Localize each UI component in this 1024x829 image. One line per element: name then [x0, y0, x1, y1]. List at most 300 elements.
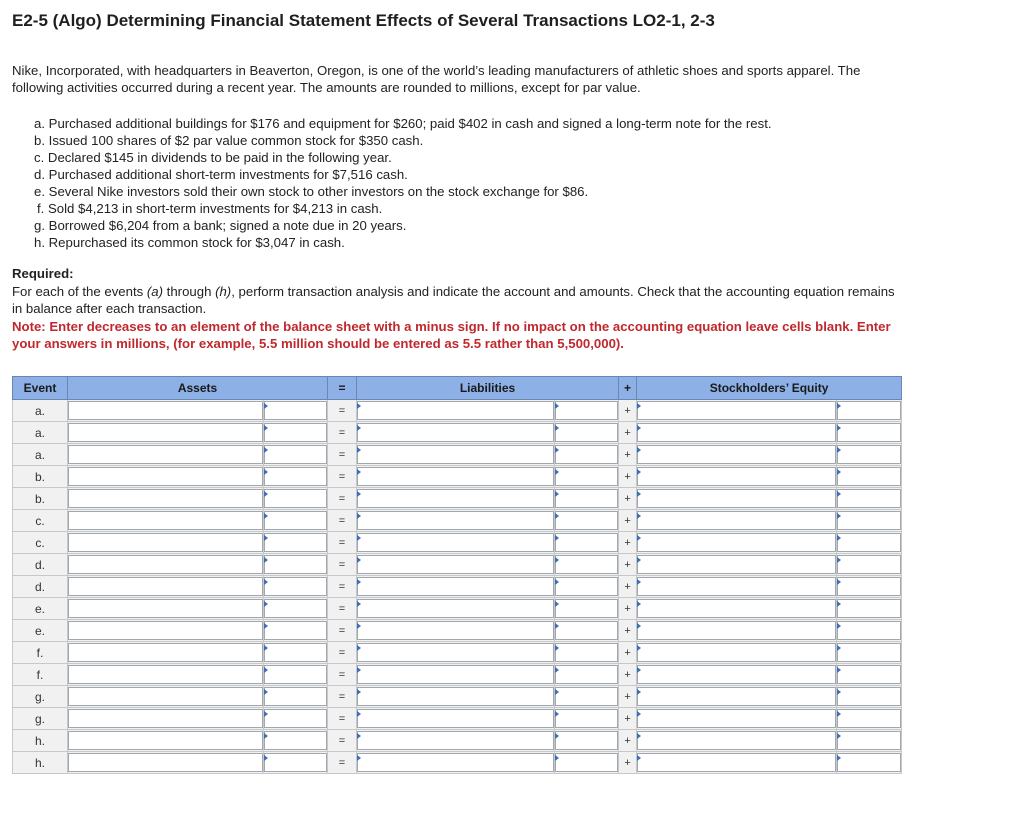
assets-account-input[interactable] — [68, 489, 263, 508]
dropdown-marker-icon — [264, 557, 268, 563]
plus-sign: + — [619, 752, 637, 774]
assets-amount-input[interactable] — [264, 687, 327, 706]
event-label: d. — [13, 576, 68, 598]
equals-sign: = — [328, 510, 357, 532]
event-label: a. — [13, 422, 68, 444]
dropdown-marker-icon — [264, 667, 268, 673]
dropdown-marker-icon — [264, 579, 268, 585]
liabilities-account-cell — [357, 642, 555, 664]
assets-amount-input[interactable] — [264, 533, 327, 552]
dropdown-marker-icon — [357, 689, 361, 695]
assets-amount-cell — [264, 576, 328, 598]
equity-account-cell — [637, 664, 837, 686]
assets-account-cell — [68, 532, 264, 554]
equity-account-input[interactable] — [637, 643, 836, 662]
equity-account-input[interactable] — [637, 423, 836, 442]
liabilities-amount-cell — [555, 554, 619, 576]
plus-sign: + — [619, 620, 637, 642]
equity-account-cell — [637, 598, 837, 620]
equity-account-input[interactable] — [637, 687, 836, 706]
assets-account-input[interactable] — [68, 467, 263, 486]
liabilities-amount-cell — [555, 400, 619, 422]
liabilities-amount-input[interactable] — [555, 489, 618, 508]
intro-paragraph: Nike, Incorporated, with headquarters in Beaverton, Oregon, is one of the world’s leading manufacturers of athletic shoes and sports apparel. The following activities occurred during a recent year. The amounts are rounded to millions, except for par value. — [12, 63, 861, 95]
liabilities-amount-input[interactable] — [555, 687, 618, 706]
liabilities-account-input[interactable] — [357, 445, 554, 464]
liabilities-amount-input[interactable] — [555, 599, 618, 618]
liabilities-account-input[interactable] — [357, 599, 554, 618]
table-row — [13, 488, 902, 510]
equity-amount-cell — [837, 488, 902, 510]
equity-account-cell — [637, 730, 837, 752]
dropdown-marker-icon — [837, 601, 841, 607]
table-body — [13, 400, 902, 774]
dropdown-marker-icon — [264, 645, 268, 651]
equals-sign: = — [328, 708, 357, 730]
liabilities-amount-input[interactable] — [555, 401, 618, 420]
dropdown-marker-icon — [357, 623, 361, 629]
equals-sign: = — [328, 620, 357, 642]
equity-account-cell — [637, 444, 837, 466]
equity-account-input[interactable] — [637, 555, 836, 574]
assets-account-input[interactable] — [68, 709, 263, 728]
event-item-f: f. Sold $4,213 in short-term investments for $4,213 in cash. — [37, 201, 383, 216]
equity-amount-input[interactable] — [837, 467, 901, 486]
assets-account-input[interactable] — [68, 423, 263, 442]
liabilities-amount-input[interactable] — [555, 467, 618, 486]
assets-amount-input[interactable] — [264, 423, 327, 442]
equity-account-input[interactable] — [637, 489, 836, 508]
assets-amount-input[interactable] — [264, 643, 327, 662]
required-text-pre: For each of the events — [12, 284, 147, 299]
liabilities-amount-cell — [555, 532, 619, 554]
equity-account-input[interactable] — [637, 753, 836, 772]
liabilities-account-input[interactable] — [357, 621, 554, 640]
table-row — [13, 554, 902, 576]
liabilities-account-input[interactable] — [357, 423, 554, 442]
assets-amount-input[interactable] — [264, 401, 327, 420]
equity-account-cell — [637, 620, 837, 642]
assets-amount-input[interactable] — [264, 731, 327, 750]
table-row — [13, 642, 902, 664]
liabilities-account-cell — [357, 444, 555, 466]
equity-amount-input[interactable] — [837, 489, 901, 508]
assets-amount-input[interactable] — [264, 577, 327, 596]
equity-amount-input[interactable] — [837, 555, 901, 574]
equals-sign: = — [328, 532, 357, 554]
equity-amount-input[interactable] — [837, 423, 901, 442]
event-label: a. — [13, 400, 68, 422]
assets-account-cell — [68, 510, 264, 532]
liabilities-amount-input[interactable] — [555, 731, 618, 750]
liabilities-account-cell — [357, 686, 555, 708]
plus-sign: + — [619, 554, 637, 576]
dropdown-marker-icon — [555, 447, 559, 453]
equity-account-input[interactable] — [637, 467, 836, 486]
dropdown-marker-icon — [637, 557, 641, 563]
dropdown-marker-icon — [637, 667, 641, 673]
liabilities-amount-cell — [555, 620, 619, 642]
event-label: e. — [13, 620, 68, 642]
equity-amount-cell — [837, 708, 902, 730]
assets-account-cell — [68, 400, 264, 422]
header-liabilities: Liabilities — [357, 377, 619, 400]
assets-account-input[interactable] — [68, 753, 263, 772]
liabilities-amount-input[interactable] — [555, 753, 618, 772]
event-label: f. — [13, 664, 68, 686]
dropdown-marker-icon — [837, 733, 841, 739]
dropdown-marker-icon — [637, 711, 641, 717]
equals-sign: = — [328, 664, 357, 686]
dropdown-marker-icon — [264, 513, 268, 519]
dropdown-marker-icon — [837, 447, 841, 453]
liabilities-account-input[interactable] — [357, 555, 554, 574]
dropdown-marker-icon — [555, 601, 559, 607]
event-label: b. — [13, 466, 68, 488]
dropdown-marker-icon — [637, 755, 641, 761]
assets-account-cell — [68, 444, 264, 466]
event-label: g. — [13, 708, 68, 730]
liabilities-amount-input[interactable] — [555, 423, 618, 442]
liabilities-account-cell — [357, 466, 555, 488]
dropdown-marker-icon — [837, 557, 841, 563]
plus-sign: + — [619, 730, 637, 752]
assets-account-cell — [68, 554, 264, 576]
event-label: g. — [13, 686, 68, 708]
liabilities-amount-cell — [555, 510, 619, 532]
liabilities-account-cell — [357, 598, 555, 620]
dropdown-marker-icon — [555, 425, 559, 431]
event-item-a: a. Purchased additional buildings for $176 and equipment for $260; paid $402 in cash and signed a long-term note for the rest. — [34, 116, 772, 131]
assets-amount-input[interactable] — [264, 511, 327, 530]
assets-amount-input[interactable] — [264, 445, 327, 464]
equity-account-input[interactable] — [637, 577, 836, 596]
assets-amount-input[interactable] — [264, 489, 327, 508]
assets-amount-cell — [264, 510, 328, 532]
assets-amount-cell — [264, 466, 328, 488]
liabilities-amount-cell — [555, 422, 619, 444]
liabilities-amount-input[interactable] — [555, 709, 618, 728]
dropdown-marker-icon — [837, 755, 841, 761]
equity-amount-input[interactable] — [837, 401, 901, 420]
plus-sign: + — [619, 664, 637, 686]
plus-sign: + — [619, 444, 637, 466]
equity-account-cell — [637, 752, 837, 774]
equity-amount-input[interactable] — [837, 621, 901, 640]
liabilities-amount-cell — [555, 642, 619, 664]
equity-amount-cell — [837, 400, 902, 422]
assets-account-input[interactable] — [68, 533, 263, 552]
event-label: d. — [13, 554, 68, 576]
dropdown-marker-icon — [357, 711, 361, 717]
required-a: (a) — [146, 284, 164, 299]
plus-sign: + — [619, 466, 637, 488]
liabilities-amount-input[interactable] — [555, 577, 618, 596]
assets-amount-cell — [264, 730, 328, 752]
dropdown-marker-icon — [264, 601, 268, 607]
dropdown-marker-icon — [555, 689, 559, 695]
dropdown-marker-icon — [555, 623, 559, 629]
assets-amount-input[interactable] — [264, 599, 327, 618]
header-equals: = — [328, 377, 357, 400]
liabilities-account-input[interactable] — [357, 489, 554, 508]
liabilities-account-cell — [357, 532, 555, 554]
dropdown-marker-icon — [357, 645, 361, 651]
event-label: h. — [13, 752, 68, 774]
equals-sign: = — [328, 488, 357, 510]
dropdown-marker-icon — [637, 403, 641, 409]
equity-amount-input[interactable] — [837, 665, 901, 684]
assets-account-input[interactable] — [68, 687, 263, 706]
assets-account-input[interactable] — [68, 731, 263, 750]
equals-sign: = — [328, 598, 357, 620]
equals-sign: = — [328, 730, 357, 752]
equity-account-input[interactable] — [637, 401, 836, 420]
assets-account-cell — [68, 642, 264, 664]
equity-amount-input[interactable] — [837, 533, 901, 552]
liabilities-account-input[interactable] — [357, 467, 554, 486]
dropdown-marker-icon — [357, 579, 361, 585]
equity-account-input[interactable] — [637, 445, 836, 464]
assets-account-cell — [68, 664, 264, 686]
liabilities-account-input[interactable] — [357, 753, 554, 772]
equals-sign: = — [328, 686, 357, 708]
equity-amount-cell — [837, 576, 902, 598]
liabilities-amount-cell — [555, 488, 619, 510]
table-header-row — [13, 377, 902, 400]
dropdown-marker-icon — [837, 491, 841, 497]
assets-amount-input[interactable] — [264, 665, 327, 684]
dropdown-marker-icon — [555, 667, 559, 673]
equity-account-cell — [637, 642, 837, 664]
table-row — [13, 444, 902, 466]
plus-sign: + — [619, 708, 637, 730]
assets-account-cell — [68, 422, 264, 444]
plus-sign: + — [619, 400, 637, 422]
dropdown-marker-icon — [264, 425, 268, 431]
dropdown-marker-icon — [357, 425, 361, 431]
dropdown-marker-icon — [837, 469, 841, 475]
dropdown-marker-icon — [637, 579, 641, 585]
dropdown-marker-icon — [637, 645, 641, 651]
dropdown-marker-icon — [264, 469, 268, 475]
equals-sign: = — [328, 752, 357, 774]
equity-account-input[interactable] — [637, 533, 836, 552]
equity-account-cell — [637, 400, 837, 422]
liabilities-amount-input[interactable] — [555, 445, 618, 464]
liabilities-account-input[interactable] — [357, 731, 554, 750]
dropdown-marker-icon — [555, 579, 559, 585]
dropdown-marker-icon — [357, 513, 361, 519]
dropdown-marker-icon — [357, 733, 361, 739]
assets-amount-input[interactable] — [264, 467, 327, 486]
assets-amount-cell — [264, 642, 328, 664]
equity-amount-input[interactable] — [837, 709, 901, 728]
required-mid: through — [163, 284, 216, 299]
assets-account-input[interactable] — [68, 577, 263, 596]
header-plus: + — [619, 377, 637, 400]
liabilities-account-input[interactable] — [357, 709, 554, 728]
dropdown-marker-icon — [637, 689, 641, 695]
dropdown-marker-icon — [264, 711, 268, 717]
assets-amount-cell — [264, 686, 328, 708]
equity-account-input[interactable] — [637, 731, 836, 750]
equals-sign: = — [328, 466, 357, 488]
equity-amount-input[interactable] — [837, 643, 901, 662]
equity-account-input[interactable] — [637, 621, 836, 640]
assets-amount-cell — [264, 664, 328, 686]
assets-account-cell — [68, 686, 264, 708]
event-item-d: d. Purchased additional short-term investments for $7,516 cash. — [34, 167, 408, 182]
dropdown-marker-icon — [264, 755, 268, 761]
dropdown-marker-icon — [637, 469, 641, 475]
equity-amount-input[interactable] — [837, 753, 901, 772]
dropdown-marker-icon — [264, 535, 268, 541]
dropdown-marker-icon — [637, 425, 641, 431]
dropdown-marker-icon — [357, 601, 361, 607]
liabilities-amount-input[interactable] — [555, 621, 618, 640]
equity-amount-cell — [837, 532, 902, 554]
assets-amount-cell — [264, 598, 328, 620]
dropdown-marker-icon — [555, 469, 559, 475]
assets-account-input[interactable] — [68, 445, 263, 464]
equity-amount-cell — [837, 510, 902, 532]
assets-amount-cell — [264, 422, 328, 444]
liabilities-account-cell — [357, 422, 555, 444]
assets-account-cell — [68, 730, 264, 752]
equity-amount-cell — [837, 752, 902, 774]
plus-sign: + — [619, 488, 637, 510]
dropdown-marker-icon — [555, 733, 559, 739]
liabilities-account-input[interactable] — [357, 665, 554, 684]
liabilities-account-input[interactable] — [357, 643, 554, 662]
liabilities-account-cell — [357, 664, 555, 686]
dropdown-marker-icon — [637, 535, 641, 541]
equity-account-cell — [637, 686, 837, 708]
equity-account-input[interactable] — [637, 709, 836, 728]
dropdown-marker-icon — [357, 491, 361, 497]
equity-amount-input[interactable] — [837, 599, 901, 618]
table-row — [13, 466, 902, 488]
table-row — [13, 708, 902, 730]
table-row — [13, 686, 902, 708]
equity-amount-cell — [837, 620, 902, 642]
liabilities-account-input[interactable] — [357, 577, 554, 596]
dropdown-marker-icon — [637, 733, 641, 739]
plus-sign: + — [619, 422, 637, 444]
assets-amount-cell — [264, 752, 328, 774]
assets-account-input[interactable] — [68, 401, 263, 420]
liabilities-amount-input[interactable] — [555, 511, 618, 530]
liabilities-amount-cell — [555, 708, 619, 730]
assets-account-input[interactable] — [68, 665, 263, 684]
dropdown-marker-icon — [264, 623, 268, 629]
assets-amount-input[interactable] — [264, 555, 327, 574]
dropdown-marker-icon — [555, 491, 559, 497]
equity-amount-input[interactable] — [837, 577, 901, 596]
transaction-analysis-table — [12, 376, 902, 774]
assets-account-input[interactable] — [68, 643, 263, 662]
liabilities-amount-input[interactable] — [555, 555, 618, 574]
plus-sign: + — [619, 598, 637, 620]
liabilities-account-input[interactable] — [357, 401, 554, 420]
table-row — [13, 752, 902, 774]
table-row — [13, 598, 902, 620]
dropdown-marker-icon — [837, 513, 841, 519]
assets-account-input[interactable] — [68, 511, 263, 530]
liabilities-amount-input[interactable] — [555, 665, 618, 684]
assets-amount-cell — [264, 708, 328, 730]
equity-account-input[interactable] — [637, 599, 836, 618]
assets-amount-cell — [264, 400, 328, 422]
equity-account-cell — [637, 510, 837, 532]
liabilities-amount-input[interactable] — [555, 643, 618, 662]
required-h: (h) — [215, 284, 232, 299]
dropdown-marker-icon — [837, 645, 841, 651]
table-row — [13, 422, 902, 444]
assets-amount-input[interactable] — [264, 753, 327, 772]
assets-amount-cell — [264, 554, 328, 576]
equity-amount-cell — [837, 422, 902, 444]
assets-amount-input[interactable] — [264, 709, 327, 728]
required-label: Required: — [12, 266, 74, 281]
equity-amount-input[interactable] — [837, 445, 901, 464]
dropdown-marker-icon — [637, 491, 641, 497]
equity-amount-input[interactable] — [837, 731, 901, 750]
assets-account-cell — [68, 752, 264, 774]
event-item-c: c. Declared $145 in dividends to be paid in the following year. — [34, 150, 392, 165]
liabilities-amount-cell — [555, 576, 619, 598]
assets-account-input[interactable] — [68, 621, 263, 640]
assets-account-input[interactable] — [68, 555, 263, 574]
liabilities-account-input[interactable] — [357, 511, 554, 530]
table-row — [13, 400, 902, 422]
table-row — [13, 576, 902, 598]
plus-sign: + — [619, 532, 637, 554]
assets-account-cell — [68, 466, 264, 488]
equity-account-input[interactable] — [637, 665, 836, 684]
assets-account-input[interactable] — [68, 599, 263, 618]
table-row — [13, 620, 902, 642]
assets-account-cell — [68, 576, 264, 598]
dropdown-marker-icon — [555, 535, 559, 541]
dropdown-marker-icon — [637, 601, 641, 607]
equity-account-input[interactable] — [637, 511, 836, 530]
dropdown-marker-icon — [264, 491, 268, 497]
table-row — [13, 664, 902, 686]
dropdown-marker-icon — [357, 755, 361, 761]
equity-amount-input[interactable] — [837, 687, 901, 706]
assets-account-cell — [68, 620, 264, 642]
dropdown-marker-icon — [837, 623, 841, 629]
dropdown-marker-icon — [837, 711, 841, 717]
dropdown-marker-icon — [357, 447, 361, 453]
event-label: a. — [13, 444, 68, 466]
liabilities-amount-input[interactable] — [555, 533, 618, 552]
liabilities-account-input[interactable] — [357, 687, 554, 706]
dropdown-marker-icon — [357, 403, 361, 409]
assets-amount-input[interactable] — [264, 621, 327, 640]
equity-amount-input[interactable] — [837, 511, 901, 530]
dropdown-marker-icon — [837, 425, 841, 431]
dropdown-marker-icon — [264, 447, 268, 453]
liabilities-account-input[interactable] — [357, 533, 554, 552]
equity-amount-cell — [837, 664, 902, 686]
equity-amount-cell — [837, 444, 902, 466]
equity-account-cell — [637, 488, 837, 510]
table-row — [13, 730, 902, 752]
dropdown-marker-icon — [555, 513, 559, 519]
